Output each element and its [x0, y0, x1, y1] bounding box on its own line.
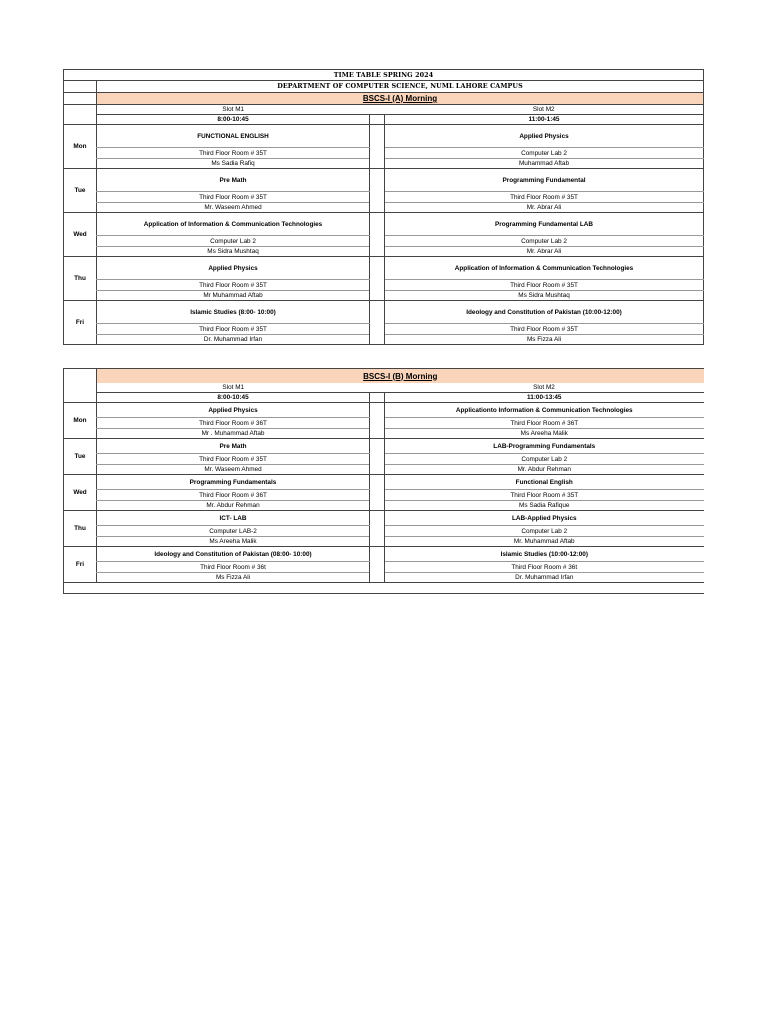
slot2-teacher: Mr. Abrar Ali	[385, 247, 704, 257]
slot1-teacher: Mr . Muhammad Aftab	[97, 429, 370, 439]
day-label: Wed	[64, 475, 97, 511]
day-label: Mon	[64, 403, 97, 439]
slot2-course: Programming Fundamental LAB	[385, 213, 704, 236]
slot1-course: Programming Fundamentals	[97, 475, 370, 490]
section-band	[64, 369, 704, 384]
slot2-teacher: Ms Sadia Rafique	[385, 501, 704, 511]
slot2-room: Computer Lab 2	[385, 236, 704, 247]
timetable-section-b	[63, 368, 704, 594]
slot1-course: Pre Math	[97, 169, 370, 192]
slot2-room: Computer Lab 2	[385, 526, 704, 537]
day-label: Tue	[64, 439, 97, 475]
slot2-course: Functional English	[385, 475, 704, 490]
slot2-room: Third Floor Room # 35T	[385, 192, 704, 203]
slot1-time: 8:00-10:45	[97, 115, 370, 125]
table-footer-row	[64, 583, 704, 594]
slot1-course: Pre Math	[97, 439, 370, 454]
day-label: Thu	[64, 511, 97, 547]
slot2-label: Slot M2	[533, 384, 555, 391]
slot1-teacher: Mr. Waseem Ahmed	[97, 203, 370, 213]
slot-time-row	[64, 115, 704, 125]
slot2-room: Third Floor Room # 35T	[385, 324, 704, 335]
slot2-course: Programming Fundamental	[385, 169, 704, 192]
section-title: BSCS-I (A) Morning	[97, 93, 704, 105]
slot1-teacher: Dr. Muhammad Irfan	[97, 335, 370, 345]
day-label: Mon	[64, 125, 97, 169]
day-label: Fri	[64, 547, 97, 583]
day-row	[64, 475, 704, 490]
slot1-time: 8:00-10:45	[97, 393, 370, 403]
timetable-title: TIME TABLE SPRING 2024	[64, 70, 704, 81]
day-row	[64, 125, 704, 148]
section-band	[64, 93, 704, 105]
slot2-room: Computer Lab 2	[385, 454, 704, 465]
slot2-teacher: Ms Fizza Ali	[385, 335, 704, 345]
slot1-teacher: Mr. Waseem Ahmed	[97, 465, 370, 475]
slot1-room: Third Floor Room # 35T	[97, 454, 370, 465]
day-row	[64, 403, 704, 418]
day-label: Fri	[64, 301, 97, 345]
slot1-label: Slot M1	[97, 105, 370, 115]
slot1-room: Third Floor Room # 35T	[97, 324, 370, 335]
slot1-teacher: Ms Fizza Ali	[97, 573, 370, 583]
section-a-days	[64, 125, 704, 345]
day-row	[64, 547, 704, 562]
day-row	[64, 511, 704, 526]
slot1-room: Computer LAB-2	[97, 526, 370, 537]
slot1-course: Applied Physics	[97, 257, 370, 280]
slot1-room: Computer Lab 2	[97, 236, 370, 247]
slot1-label: Slot M1	[97, 383, 370, 393]
slot1-course: Application of Information & Communication Technologies	[97, 213, 370, 236]
slot1-room: Third Floor Room # 36T	[97, 418, 370, 429]
day-row	[64, 169, 704, 192]
department-row	[64, 81, 704, 93]
title-row	[64, 70, 704, 81]
slot1-course: FUNCTIONAL ENGLISH	[97, 125, 370, 148]
slot1-room: Third Floor Room # 36T	[97, 490, 370, 501]
slot2-course: Islamic Studies (10:00-12:00)	[385, 547, 704, 562]
slot1-teacher: Ms Areeha Malik	[97, 537, 370, 547]
day-row	[64, 301, 704, 324]
slot-time-row	[64, 393, 704, 403]
section-title: BSCS-I (B) Morning	[97, 369, 704, 384]
slot2-time: 11:00-13:45	[385, 393, 704, 403]
day-label: Tue	[64, 169, 97, 213]
section-b-days	[64, 403, 704, 594]
slot1-room: Third Floor Room # 36t	[97, 562, 370, 573]
slot2-room: Third Floor Room # 36t	[385, 562, 704, 573]
slot2-room: Third Floor Room # 35T	[385, 490, 704, 501]
slot1-teacher: Mr. Abdur Rehman	[97, 501, 370, 511]
department-name: DEPARTMENT OF COMPUTER SCIENCE, NUML LAHORE CAMPUS	[97, 81, 704, 93]
day-label: Thu	[64, 257, 97, 301]
slot2-teacher: Mr. Abdur Rehman	[385, 465, 704, 475]
slot1-room: Third Floor Room # 35T	[97, 280, 370, 291]
slot-label-row	[64, 105, 704, 115]
slot2-label: Slot M2	[385, 105, 704, 115]
day-row	[64, 213, 704, 236]
slot1-teacher: Mr Muhammad Aftab	[97, 291, 370, 301]
slot1-room: Third Floor Room # 35T	[97, 148, 370, 159]
slot2-course: Ideology and Constitution of Pakistan (10:00-12:00)	[385, 301, 704, 324]
slot1-course: Islamic Studies (8:00- 10:00)	[97, 301, 370, 324]
slot2-teacher: Ms Areeha Malik	[385, 429, 704, 439]
slot1-course: ICT- LAB	[97, 511, 370, 526]
slot1-room: Third Floor Room # 35T	[97, 192, 370, 203]
day-row	[64, 439, 704, 454]
slot2-room: Computer Lab 2	[385, 148, 704, 159]
slot1-teacher: Ms Sidra Mushtaq	[97, 247, 370, 257]
slot2-room: Third Floor Room # 35T	[385, 280, 704, 291]
slot-label-row	[64, 383, 704, 393]
slot1-course: Ideology and Constitution of Pakistan (08:00- 10:00)	[97, 547, 370, 562]
slot2-teacher: Mr. Muhammad Aftab	[385, 537, 704, 547]
timetable-section-a	[63, 69, 704, 345]
slot2-course: Application of Information & Communication Technologies	[385, 257, 704, 280]
day-label: Wed	[64, 213, 97, 257]
day-row	[64, 257, 704, 280]
slot2-teacher: Ms Sidra Mushtaq	[385, 291, 704, 301]
slot2-course: Applicationto Information & Communication Technologies	[385, 403, 704, 418]
slot2-course: LAB-Applied Physics	[385, 511, 704, 526]
slot2-teacher: Muhammad Aftab	[385, 159, 704, 169]
slot2-teacher: Mr. Abrar Ali	[385, 203, 704, 213]
slot1-teacher: Ms Sadia Rafiq	[97, 159, 370, 169]
slot1-course: Applied Physics	[97, 403, 370, 418]
slot2-time: 11:00-1:45	[385, 115, 704, 125]
slot2-room: Third Floor Room # 36T	[385, 418, 704, 429]
slot2-course: Applied Physics	[385, 125, 704, 148]
slot2-course: LAB-Programming Fundamentals	[385, 439, 704, 454]
slot2-teacher: Dr. Muhammad Irfan	[385, 573, 704, 583]
